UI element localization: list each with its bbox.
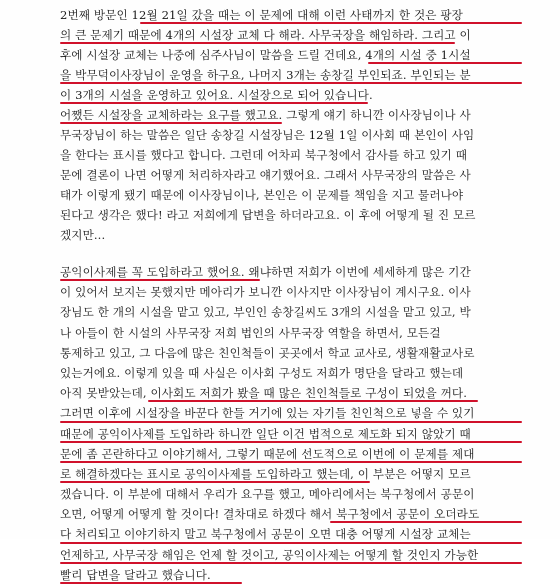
red-underline bbox=[60, 542, 522, 544]
red-underline bbox=[60, 582, 242, 584]
text-line: 다 처리되고 이야기하지 말고 북구청에서 공문이 오면 대충 어떻게 시설장 교체는 bbox=[60, 524, 522, 544]
text-line: 2번째 방문인 12월 21일 갔을 때는 이 문제에 대해 이런 사태까지 한 것은 팡장 bbox=[60, 5, 522, 25]
red-underline bbox=[60, 122, 282, 124]
text-line: 무국장님이 하는 말씀은 일단 송창길 시설장님은 12월 1일 이사회 때 본인이 사임 bbox=[60, 128, 475, 142]
text-line: 겠습니다. 이 부분에 대해서 우리가 요구를 했고, 메아리에서는 북구청에서 공문이 bbox=[60, 487, 475, 502]
text-line: 이 3개의 시설을 운영하고 있어요. 시설장으로 되어 있습니다. bbox=[60, 88, 373, 102]
red-underline bbox=[60, 421, 522, 423]
text-line: 로 해결하겠다는 표시로 공익이사제를 도입하라고 했는데, 이 부분은 어떻지 모르 bbox=[60, 464, 522, 484]
text-line: 때문에 공익이사제를 도입하라 하니깐 일단 이건 법적으로 제도화 되지 않았기 때 bbox=[60, 424, 522, 444]
text-line: 의 큰 문제기 때문에 4개의 시설장 교체 다 해라. 사무국장을 해임하라. 그리고 이 bbox=[60, 28, 471, 42]
red-underline bbox=[60, 461, 522, 463]
text-line: 된다고 생각은 했다! 라고 저희에게 답변을 하더라고요. 이 후에 어떻게 될 진 모르 bbox=[60, 208, 476, 222]
red-underline bbox=[60, 82, 522, 84]
text-line: 아직 못받았는데, 이사회도 저희가 봤을 때 많은 친인척들로 구성이 되었을 꺼다. bbox=[60, 383, 522, 403]
text-line: 장님도 한 개의 시설을 맡고 있고, 부인인 송창길씨도 3개의 시설을 맡고 있고, 박 bbox=[60, 305, 471, 320]
paragraph-2 bbox=[60, 262, 522, 585]
text-line: 이 있어서 보지는 못했지만 메아리가 보니깐 이사지만 이사장님이 계시구요. 이사 bbox=[60, 285, 471, 300]
red-underline bbox=[60, 102, 368, 104]
text-line: 겠지만... bbox=[60, 228, 106, 242]
red-underline bbox=[60, 441, 522, 443]
text-line: 문에 결론이 나면 어떻게 처리하자라고 얘기했어요. 그래서 사무국장의 말씀은 사 bbox=[60, 168, 471, 182]
text-line: 있는거에요. 이렇게 있을 때 사실은 이사회 구성도 저희가 명단을 달라고 했는데 bbox=[60, 365, 464, 380]
paragraph-1 bbox=[60, 5, 522, 245]
red-underline bbox=[60, 279, 260, 281]
text-line: 태가 이렇게 됐기 때문에 이사장님이나, 본인은 이 문제를 책임을 지고 물러나야 bbox=[60, 188, 464, 202]
red-underline bbox=[368, 62, 522, 64]
text-line: 후에 시설장 교체는 나중에 심주사님이 말씀을 드릴 건데요, 4개의 시설 중 1시설 bbox=[60, 45, 522, 65]
text-line: 어쨌든 시설장을 교체하라는 요구를 했고요. 그렇게 얘기 하니깐 이사장님이나 사 bbox=[60, 108, 471, 122]
red-underline bbox=[60, 562, 522, 564]
red-underline bbox=[60, 42, 455, 44]
text-line: 을 박무덕이사장님이 운영을 하구요, 나머지 3개는 송창길 부인되죠. 부인되는 분 bbox=[60, 65, 522, 85]
text-line: 통제하고 있고, 그 다음에 많은 친인척들이 곳곳에서 학교 교사로, 생활재활교사로 bbox=[60, 345, 475, 360]
text-line: 공익이사제를 꼭 도입하라고 했어요. 왜냐하면 저희가 이번에 세세하게 많은 기간 bbox=[60, 262, 522, 282]
red-underline bbox=[60, 481, 370, 483]
text-line: 언제하고, 사무국장 해임은 언제 할 것이고, 공익이사제는 어떻게 할 것인지 가능한 bbox=[60, 545, 522, 565]
text-line: 오면, 어떻게 어떻게 할 것이다! 결차대로 하겠다 해서 북구청에서 공문이 오더라도 bbox=[60, 504, 522, 524]
text-line: 그러면 이후에 시설장을 바꾼다 한들 거기에 있는 자기들 친인척으로 넣을 수 있기 bbox=[60, 403, 522, 423]
text-line: 나 아들이 한 시설의 사무국장 저희 법인의 사무국장 역할을 하면서, 모든걸 bbox=[60, 325, 441, 340]
text-line: 을 한다는 표시를 했다고 합니다. 그런데 어차피 북구청에서 감사를 하고 있기 때 bbox=[60, 148, 468, 162]
text-line: 빨리 답변을 달라고 했습니다. bbox=[60, 565, 522, 585]
text-line: 문에 좀 곤란하다고 이야기해서, 그렇기 때문에 선도적으로 이번에 이 문제를 제대 bbox=[60, 444, 522, 464]
red-underline bbox=[148, 400, 478, 402]
red-underline bbox=[140, 22, 522, 24]
